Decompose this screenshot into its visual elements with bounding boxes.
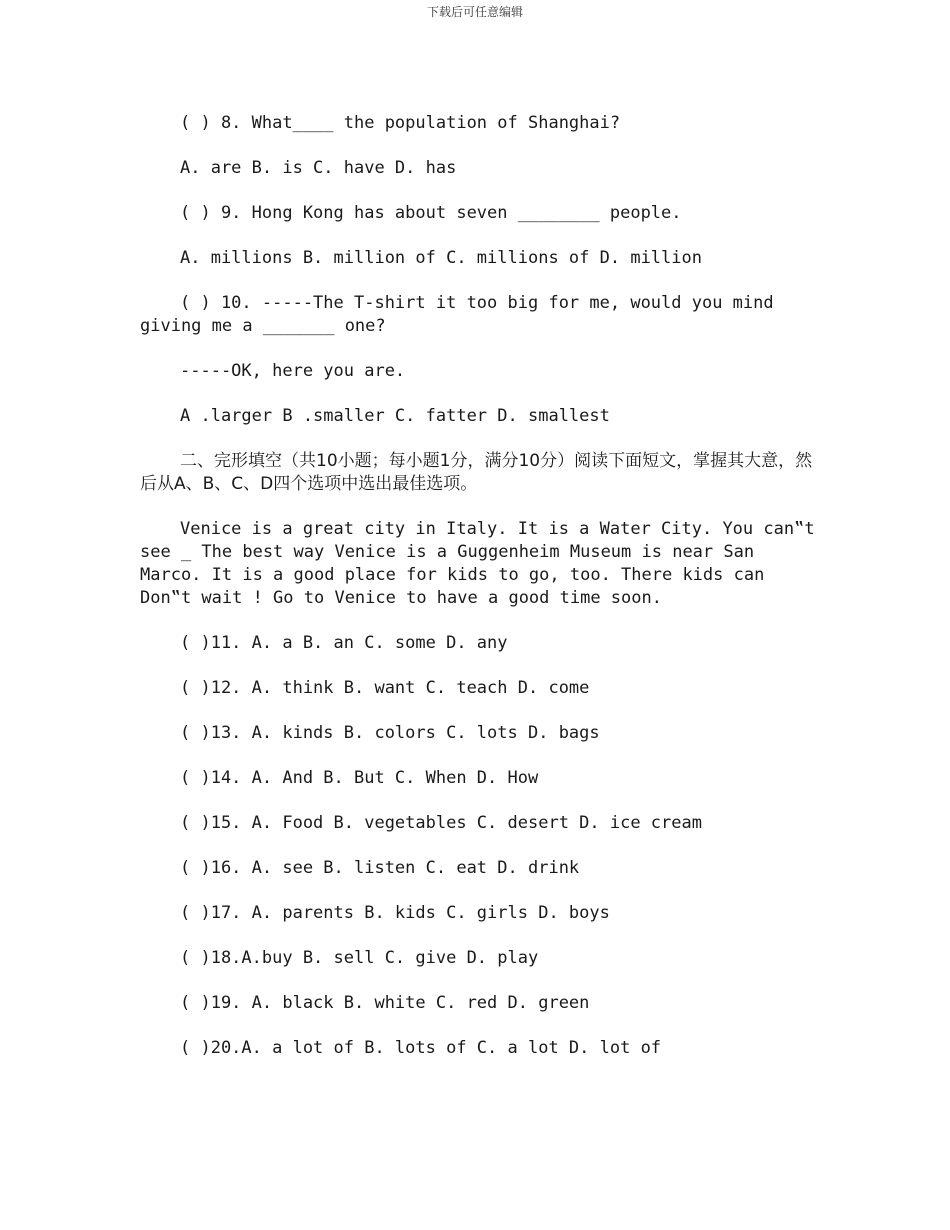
question-10-options: A .larger B .smaller C. fatter D. smallest xyxy=(180,406,610,426)
question-8: ( ) 8. What____ the population of Shanghai? xyxy=(180,113,621,133)
question-10: ( ) 10. -----The T-shirt it too big for me, would you mind giving me a _______ one? xyxy=(140,293,784,336)
section-heading: 二、完形填空（共10小题；每小题1分，满分10分）阅读下面短文，掌握其大意，然后从A、B、C、D四个选项中选出最佳选项。 xyxy=(140,451,813,494)
page-header: 下载后可任意编辑 xyxy=(426,5,523,19)
question-12: ( )12. A. think B. want C. teach D. come xyxy=(180,678,590,698)
question-9-options: A. millions B. million of C. millions of D. million xyxy=(180,248,702,268)
reading-passage: Venice is a great city in Italy. It is a Water City. You can‟t see _ The best way Venice is a Guggenheim Museum is near San Marco. It is a good place for kids to go, too. There kids can Don‟t wait ! Go to Venice to have a good time soon. xyxy=(140,519,825,608)
question-15: ( )15. A. Food B. vegetables C. desert D. ice cream xyxy=(180,813,702,833)
question-11: ( )11. A. a B. an C. some D. any xyxy=(180,633,508,653)
document-body xyxy=(140,112,825,1082)
question-17: ( )17. A. parents B. kids C. girls D. boys xyxy=(180,903,610,923)
question-8-options: A. are B. is C. have D. has xyxy=(180,158,457,178)
question-13: ( )13. A. kinds B. colors C. lots D. bags xyxy=(180,723,600,743)
question-9: ( ) 9. Hong Kong has about seven ________ people. xyxy=(180,203,682,223)
question-18: ( )18.A.buy B. sell C. give D. play xyxy=(180,948,539,968)
question-20: ( )20.A. a lot of B. lots of C. a lot D. lot of xyxy=(180,1038,662,1058)
question-19: ( )19. A. black B. white C. red D. green xyxy=(180,993,590,1013)
question-14: ( )14. A. And B. But C. When D. How xyxy=(180,768,539,788)
question-16: ( )16. A. see B. listen C. eat D. drink xyxy=(180,858,580,878)
question-10-reply: -----OK, here you are. xyxy=(180,361,406,381)
